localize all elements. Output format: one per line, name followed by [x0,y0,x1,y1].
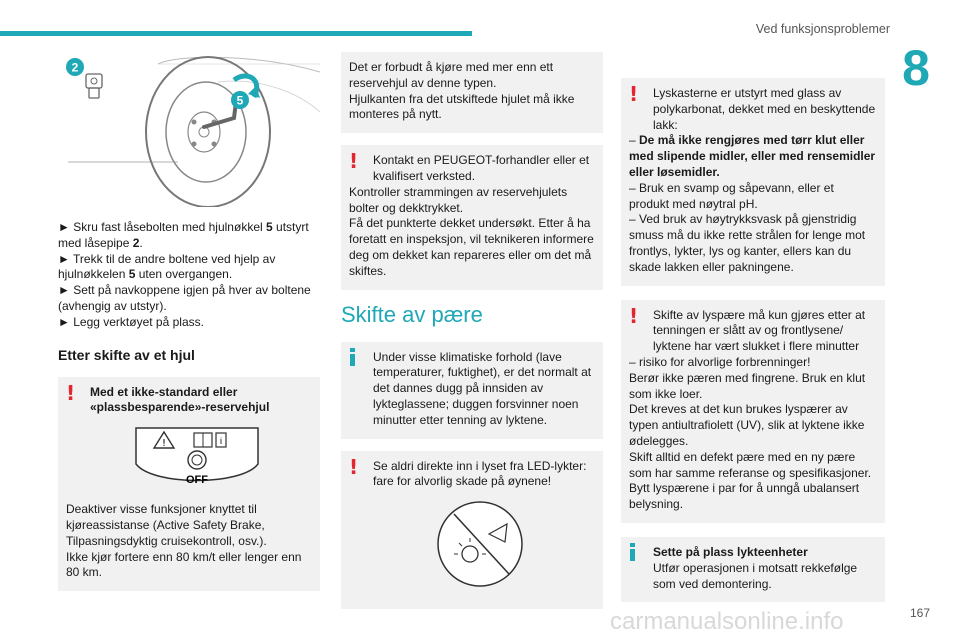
dashboard-off-indicator [66,416,328,496]
warning-box-polycarbonate [621,78,885,286]
warning-line-5: Bytt lyspærene i par for å unngå ubalansert belysning. [629,481,860,512]
header-accent-bar [0,31,472,36]
warning-icon: ! [629,82,639,106]
warning-led-text: Se aldri direkte inn i lyset fra LED-lykter: fare for alvorlig skade på øynene! [373,458,587,489]
note-box-spare-wheel [341,52,603,133]
section-heading-bulb-change: Skifte av pære [341,301,483,327]
callout-2-label: 2 [71,60,79,75]
warning-text-2: Ikke kjør fortere enn 80 km/t eller lenger enn 80 km. [66,549,302,580]
info-icon [630,543,635,561]
warning-icon: ! [349,149,359,174]
info-box-refitting [621,537,885,602]
warning-line-2: – Bruk en svamp og såpevann, eller et produkt med nøytral pH. [629,180,834,211]
warning-icon: ! [66,380,76,405]
procedure-steps [58,220,320,331]
warning-line-1: Kontroller strammingen av reservehjulets bolter og dekktrykket. [349,184,568,215]
svg-text:OFF: OFF [186,474,208,487]
warning-line-1: – risiko for alvorlige forbrenninger! [629,354,811,369]
column-3 [621,78,885,614]
warning-first: Lyskasterne er utstyrt med glass av polykarbonat, dekket med en beskyttende lakk: [653,86,876,132]
note-line-1: Det er forbudt å kjøre med mer enn ett reservehjul av denne typen. [349,60,554,90]
locking-socket [86,74,102,98]
warning-icon: ! [629,303,639,328]
svg-text:i: i [220,436,222,447]
section-heading-after-wheel-change: Etter skifte av et hjul [58,346,195,363]
step-4: ► Legg verktøyet på plass. [58,314,204,329]
warning-box-dealer [341,145,603,289]
wheel-wrench [204,102,236,127]
warning-line-4: Skift alltid en defekt pære med en ny pære som har samme referanse og spesifikasjoner. [629,449,872,480]
warning-line-3: – Ved bruk av høytrykksvask på gjenstridig smuss må du ikke rette strålen for lenge mot frontlys, lykter, lys og kanter, ellers kan du skade lakken eller pakningene. [629,212,866,274]
warning-box-led [341,451,603,609]
warning-line-3: Det kreves at det kun brukes lyspærer av typen antiultrafiolett (UV), slik at lyktene ikke ødelegges. [629,402,865,448]
info-box-condensation [341,342,603,439]
section-title: Ved funksjonsproblemer [755,22,890,36]
spare-wheel-illustration [58,52,320,207]
no-look-at-led-icon [349,494,611,594]
step-2: ► Trekk til de andre boltene ved hjelp av hjulnøkkelen 5 uten overgangen. [58,251,276,282]
note-line-2: Hjulkanten fra det utskiftede hjulet må ikke monteres på nytt. [349,91,575,122]
info-text: Under visse klimatiske forhold (lave temperaturer, fuktighet), er det normalt at det dannes dugg på innsiden av lykteglassene; duggen forsvinner noen minutter etter tenning av lyktene. [373,349,592,427]
warning-first: Kontakt en PEUGEOT-forhandler eller et kvalifisert verksted. [373,153,590,183]
watermark: carmanualsonline.info [610,608,844,635]
warning-box-bulb-change [621,300,885,523]
info-title: Sette på plass lykteenheter [653,544,808,559]
column-2 [341,52,603,621]
warning-bold-line: – De må ikke rengjøres med tørr klut eller med slipende midler, eller med rensemidler eller løsemidler. [629,133,876,179]
info-icon [350,348,355,366]
warning-title: Med et ikke-standard eller «plassbesparende»-reservehjul [90,384,270,415]
warning-first: Skifte av lyspære må kun gjøres etter at tenningen er slått av og frontlysene/ lyktene har vært slukket i flere minutter [653,307,866,354]
svg-text:!: ! [161,438,167,450]
warning-line-2: Få det punkterte dekket undersøkt. Etter å ha foretatt en inspeksjon, vil teknikeren informere deg om dekket kan repareres eller om det må skiftes. [349,216,594,278]
warning-box-spare-wheel [58,377,320,592]
page-number: 167 [909,606,930,620]
warning-line-2: Berør ikke pæren med fingrene. Bruk en klut som ikke loer. [629,370,866,401]
warning-icon: ! [349,454,359,479]
info-text: Utfør operasjonen i motsatt rekkefølge som ved demontering. [653,560,858,591]
warning-text-1: Deaktiver visse funksjoner knyttet til kjøreassistanse (Active Safety Brake, Tilpasningsdyktig cruisekontroll, osv.). [66,502,267,548]
column-1 [58,52,320,603]
step-3: ► Sett på navkoppene igjen på hver av boltene (avhengig av utstyr). [58,283,311,313]
step-1: ► Skru fast låsebolten med hjulnøkkel 5 utstyrt med låsepipe 2. [58,220,309,250]
callout-5-label: 5 [236,93,244,108]
chapter-number: 8 [902,40,930,96]
